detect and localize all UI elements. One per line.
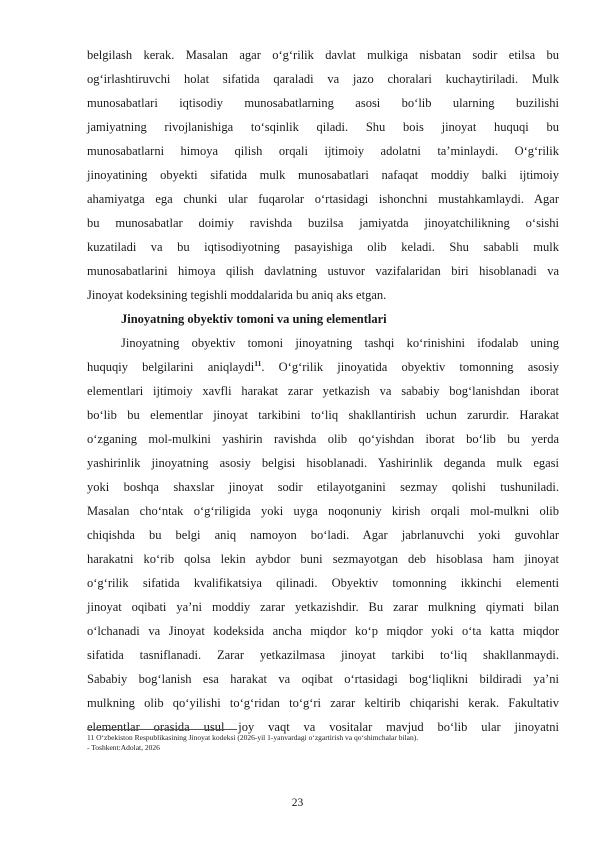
text-line: harakatni ko‘rib qolsa lekin aybdor buni sezmayotgan deb hisoblasa ham jinoyat xyxy=(87,552,559,566)
text-line: jamiyatning rivojlanishiga to‘sqinlik qiladi. Shu bois jinoyat huquqi bu xyxy=(87,120,559,134)
footnote-divider xyxy=(87,729,237,730)
text-line: Jinoyatning obyektiv tomoni jinoyatning tashqi ko‘rinishini ifodalab uning xyxy=(121,336,559,350)
text-line: o‘zganing mol-mulkini yashirin ravishda olib qo‘yishdan iborat bo‘lib bu yerda xyxy=(87,432,559,446)
text-line: elementlari ijtimoiy xavfli harakat zarar yetkazish va sababiy bog‘lanishdan iborat xyxy=(87,384,559,398)
text-line: sifatida tasniflanadi. Zarar yetkazilmasa jinoyat tarkibi to‘liq shakllanmaydi. xyxy=(87,648,559,662)
text-line: Jinoyat kodeksining tegishli moddalarida bu aniq aks etgan. xyxy=(87,288,387,302)
text-line: yoki boshqa shaxslar jinoyat sodir etilayotganini sezmay qolishi tushuniladi. xyxy=(87,480,559,494)
text-segment: huquqiy belgilarini aniqlaydi xyxy=(87,360,255,374)
text-line: kuzatiladi va bu iqtisodiyotning pasayishiga olib keladi. Shu sababli mulk xyxy=(87,240,559,254)
text-line: mulkning olib qo‘yilishi to‘g‘ridan to‘g‘ri zarar keltirib chiqarishi kerak. Fakultativ xyxy=(87,696,559,710)
text-line: munosabatlarini himoya qilish davlatning ustuvor vazifalaridan biri hisoblanadi va xyxy=(87,264,559,278)
text-line: Masalan cho‘ntak o‘g‘riligida yoki uyga noqonuniy kirish orqali mol-mulkni olib xyxy=(87,504,559,518)
footnote-text: O‘zbekiston Respublikasining Jinoyat kodeksi (2026-yil 1-yanvardagi o‘zgartirish va qo‘shimchalar bilan). xyxy=(94,733,419,742)
text-line: Sababiy bog‘lanish esa harakat va oqibat o‘rtasidagi bog‘liqlikni bildiradi ya’ni xyxy=(87,672,559,686)
text-line: bo‘lib bu elementlar jinoyat tarkibini to‘liq shakllantirish uchun zarurdir. Harakat xyxy=(87,408,559,422)
footnote-continuation: - Toshkent:Adolat, 2026 xyxy=(87,743,160,752)
text-line: bu munosabatlar doimiy ravishda buzilsa jamiyatda jinoyatchilikning o‘sishi xyxy=(87,216,559,230)
text-line: yashirinlik jinoyatning asosiy belgisi hisoblanadi. Yashirinlik deganda mulk egasi xyxy=(87,456,559,470)
text-line: belgilash kerak. Masalan agar o‘g‘rilik davlat mulkiga nisbatan sodir etilsa bu xyxy=(87,48,559,62)
text-line: ahamiyatga ega chunki ular fuqarolar o‘rtasidagi ishonchni mustahkamlaydi. Agar xyxy=(87,192,559,206)
footnote xyxy=(87,733,418,742)
section-heading: Jinoyatning obyektiv tomoni va uning elementlari xyxy=(121,312,387,326)
text-segment: . O‘g‘rilik jinoyatida obyektiv tomonning asosiy xyxy=(261,360,559,374)
text-line: og‘irlashtiruvchi holat sifatida qaraladi va jazo choralari kuchaytiriladi. Mulk xyxy=(87,72,559,86)
text-line: o‘lchanadi va Jinoyat kodeksida ancha miqdor ko‘p miqdor yoki o‘ta katta miqdor xyxy=(87,624,559,638)
footnote-mark: 11 xyxy=(87,733,95,742)
text-line-with-footnote xyxy=(87,360,559,375)
text-line: jinoyat oqibati ya’ni moddiy zarar yetkazishdir. Bu zarar mulkning qiymati bilan xyxy=(87,600,559,614)
text-line: elementlar orasida usul joy vaqt va vositalar mavjud bo‘lib ular jinoyatni xyxy=(87,720,559,734)
text-line: jinoyatining obyekti sifatida mulk munosabatlari nafaqat moddiy balki ijtimoiy xyxy=(87,168,559,182)
text-line: munosabatlari iqtisodiy munosabatlarning asosi bo‘lib ularning buzilishi xyxy=(87,96,559,110)
text-line: o‘g‘rilik sifatida kvalifikatsiya qilinadi. Obyektiv tomonning ikkinchi elementi xyxy=(87,576,559,590)
text-line: chiqishda bu belgi aniq namoyon bo‘ladi. Agar jabrlanuvchi yoki guvohlar xyxy=(87,528,559,542)
footnote-reference[interactable]: 11 xyxy=(254,358,262,368)
page-number: 23 xyxy=(291,797,304,809)
text-line: munosabatlarni himoya qilish orqali ijtimoiy adolatni ta’minlaydi. O‘g‘rilik xyxy=(87,144,559,158)
